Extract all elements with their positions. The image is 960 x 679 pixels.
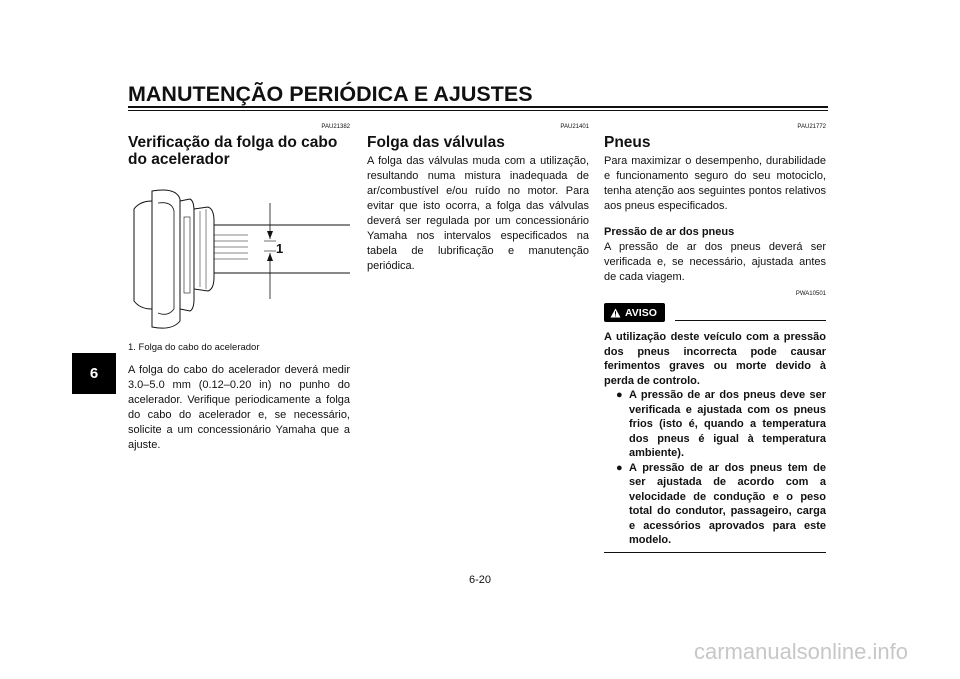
warning-header [604, 303, 826, 322]
list-item-text: A pressão de ar dos pneus tem de ser ajustada de acordo com a velocidade de condução e o peso total do condutor, passageiro, carga e acessórios aprovados para este modelo. [629, 461, 826, 546]
section-title: Folga das válvulas [367, 134, 505, 151]
list-item-text: A pressão de ar dos pneus deve ser verificada e ajustada com os pneus frios (isto é, quando a temperatura dos pneus é igual à temperatura ambiente). [629, 389, 826, 459]
section-body: A folga das válvulas muda com a utilização, resultando numa mistura inadequada de ar/combustível e/ou ruído no motor. Para evitar que isto ocorra, a folga das válvulas deverá ser regulada por um concessionário Yamaha nos intervalos especificados na tabela de lubrificação e manutenção periódica. [367, 155, 589, 272]
subheading-tyre-pressure: Pressão de ar dos pneus [604, 226, 735, 238]
page-title: MANUTENÇÃO PERIÓDICA E AJUSTES [128, 82, 533, 106]
list-item [604, 461, 826, 548]
section-body: Para maximizar o desempenho, durabilidade e funcionamento seguro do seu motociclo, tenha atenção aos seguintes pontos relativos aos pneus especificados. [604, 155, 826, 212]
header-rule-thick [128, 106, 828, 108]
section-title: Pneus [604, 134, 651, 151]
subsection-body: A pressão de ar dos pneus deverá ser verificada e, se necessário, ajustada antes de cada viagem. [604, 241, 826, 283]
warning-bullets [604, 388, 826, 548]
chapter-tab: 6 [72, 353, 116, 394]
throttle-grip-illustration [128, 181, 350, 331]
bullet-icon: ● [616, 389, 623, 401]
warning-triangle-icon [610, 308, 621, 318]
section-throttle-cable [128, 120, 350, 453]
warning-bottom-rule [604, 552, 826, 553]
figure-caption: 1. Folga do cabo do acelerador [128, 342, 260, 353]
section-tyres [604, 120, 826, 553]
warning-badge [604, 303, 665, 322]
warning-code: PWA10501 [795, 291, 826, 297]
warning-rule [675, 320, 826, 321]
section-code: PAU21382 [321, 124, 350, 130]
bullet-icon: ● [616, 461, 623, 474]
section-title: Verificação da folga do cabo do acelerador [128, 134, 338, 168]
header-rule-thin [128, 110, 828, 111]
figure-callout-1: 1 [276, 241, 284, 256]
section-valve-clearance [367, 120, 589, 274]
warning-label: AVISO [625, 306, 657, 319]
page-number: 6-20 [468, 574, 492, 586]
section-body: A folga do cabo do acelerador deverá medir 3.0–5.0 mm (0.12–0.20 in) no punho do acelerador. Verifique periodicamente a folga do cabo do acelerador e, se necessário, solicite a um concessionário Yamaha que a ajuste. [128, 364, 350, 451]
watermark: carmanualsonline.info [693, 639, 908, 664]
warning-text: A utilização deste veículo com a pressão dos pneus incorrecta pode causar ferimentos graves ou morte devido à perda de controlo. [604, 331, 826, 387]
section-code: PAU21401 [560, 124, 589, 130]
list-item [604, 388, 826, 461]
section-code: PAU21772 [797, 124, 826, 130]
